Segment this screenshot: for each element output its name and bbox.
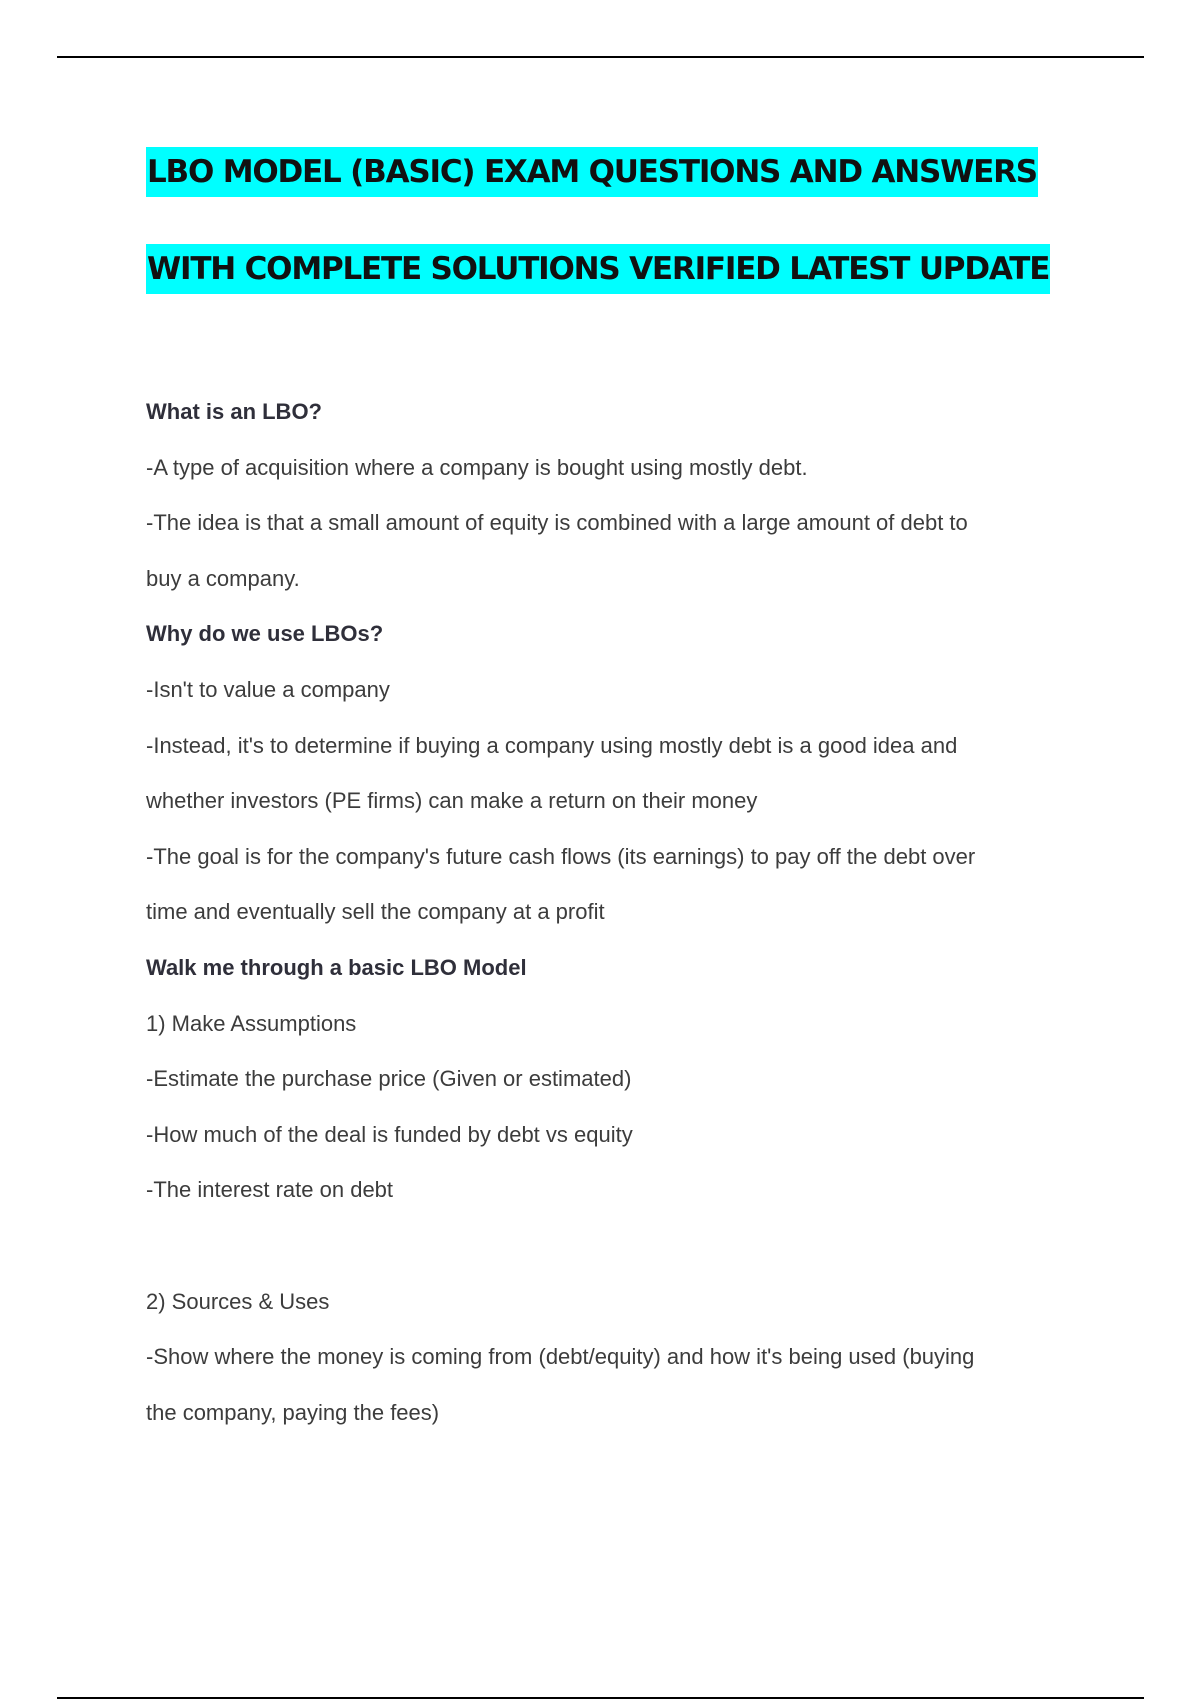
answer-line: -The interest rate on debt xyxy=(146,1177,394,1202)
step-heading: 1) Make Assumptions xyxy=(146,1011,357,1036)
document-title-line-2: WITH COMPLETE SOLUTIONS VERIFIED LATEST UPDATE xyxy=(146,244,1050,294)
answer-line: -The idea is that a small amount of equity is combined with a large amount of debt to xyxy=(146,510,968,535)
answer-line: time and eventually sell the company at a profit xyxy=(146,899,605,924)
answer-line: the company, paying the fees) xyxy=(146,1400,440,1425)
question-what-is-lbo: What is an LBO? xyxy=(146,399,322,424)
question-why-lbos: Why do we use LBOs? xyxy=(146,621,384,646)
document-title-line-1: LBO MODEL (BASIC) EXAM QUESTIONS AND ANSWERS xyxy=(146,147,1038,197)
answer-line: buy a company. xyxy=(146,566,300,591)
header-rule xyxy=(57,56,1144,58)
question-walk-through-lbo: Walk me through a basic LBO Model xyxy=(146,955,527,980)
answer-line: -Instead, it's to determine if buying a company using mostly debt is a good idea and xyxy=(146,733,958,758)
answer-line: -Show where the money is coming from (debt/equity) and how it's being used (buying xyxy=(146,1344,975,1369)
answer-line: -Estimate the purchase price (Given or estimated) xyxy=(146,1066,632,1091)
step-heading: 2) Sources & Uses xyxy=(146,1289,330,1314)
answer-line: whether investors (PE firms) can make a return on their money xyxy=(146,788,758,813)
answer-line: -Isn't to value a company xyxy=(146,677,390,702)
footer-rule xyxy=(57,1697,1144,1699)
answer-line: -How much of the deal is funded by debt vs equity xyxy=(146,1122,633,1147)
answer-line: -The goal is for the company's future cash flows (its earnings) to pay off the debt over xyxy=(146,844,976,869)
answer-line: -A type of acquisition where a company is bought using mostly debt. xyxy=(146,455,808,480)
